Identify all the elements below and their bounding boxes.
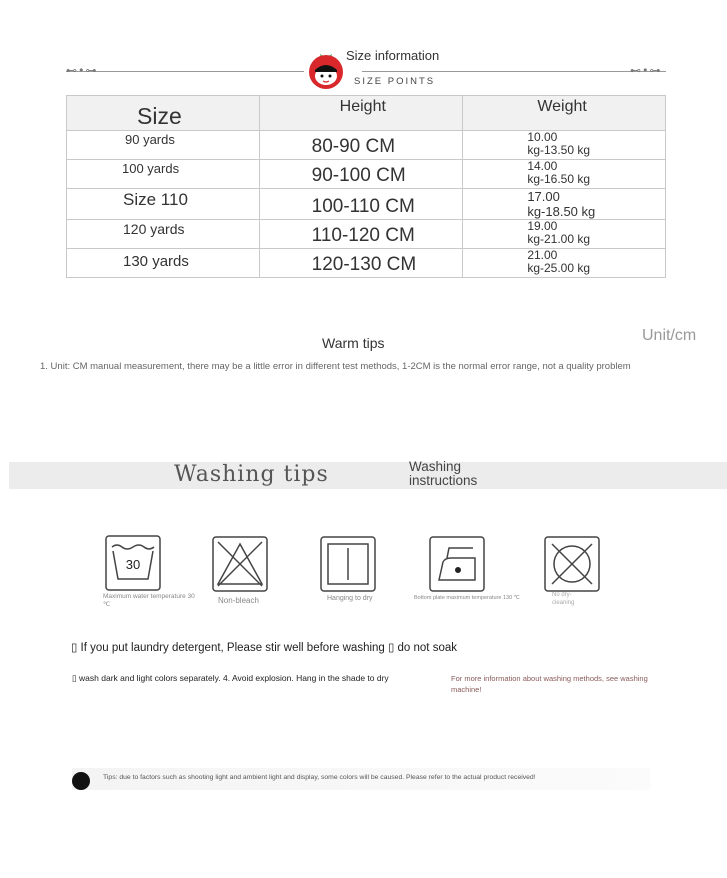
instruction-detergent: ▯ If you put laundry detergent, Please stir well before washing ▯ do not soak bbox=[71, 642, 457, 654]
weight-cell bbox=[463, 160, 666, 189]
weight-min: 10.00 bbox=[527, 130, 558, 144]
care-label: Hanging to dry bbox=[327, 595, 373, 602]
ornament-right-icon: ⊷•⊶ bbox=[630, 64, 662, 77]
care-label: Non-bleach bbox=[218, 596, 259, 605]
warm-tips-title: Warm tips bbox=[322, 335, 385, 351]
header-subtitle: SIZE POINTS bbox=[354, 76, 436, 87]
washing-title: Washing tips bbox=[174, 462, 329, 487]
height-cell: 120-130 CM bbox=[259, 249, 463, 278]
height-cell: 80-90 CM bbox=[259, 131, 463, 160]
measurement-note: 1. Unit: CM manual measurement, there may be a little error in different test methods, 1-2CM is the normal error range, not a quality problem bbox=[40, 361, 631, 372]
column-header-height: Height bbox=[259, 96, 463, 131]
size-cell: Size 110 bbox=[67, 189, 260, 220]
bullet-dot-icon bbox=[72, 772, 90, 790]
unit-label: Unit/cm bbox=[642, 327, 697, 344]
header-title: Size information bbox=[346, 48, 440, 63]
wash-temperature-number: 30 bbox=[125, 557, 141, 572]
column-header-weight: Weight bbox=[463, 96, 666, 131]
weight-cell bbox=[463, 220, 666, 249]
weight-min: 19.00 bbox=[527, 219, 558, 233]
table-row bbox=[67, 131, 666, 160]
weight-min: 14.00 bbox=[527, 159, 558, 173]
weight-max: kg-13.50 kg bbox=[527, 143, 591, 157]
height-cell: 100-110 CM bbox=[259, 189, 463, 220]
table-row bbox=[67, 160, 666, 189]
size-cell: 90 yards bbox=[67, 131, 260, 160]
column-header-size: Size bbox=[67, 96, 260, 131]
weight-min: 21.00 bbox=[527, 248, 558, 262]
size-table bbox=[66, 95, 666, 278]
instruction-separate: ▯ wash dark and light colors separately. 4. Avoid explosion. Hang in the shade to dry bbox=[72, 673, 389, 683]
no-dry-clean-icon bbox=[544, 536, 600, 592]
washing-banner bbox=[9, 459, 727, 489]
care-label: Bottom plate maximum temperature 130 ℃ bbox=[414, 595, 520, 601]
weight-cell bbox=[463, 131, 666, 160]
height-cell: 110-120 CM bbox=[259, 220, 463, 249]
table-row bbox=[67, 220, 666, 249]
header-divider-right bbox=[362, 71, 666, 72]
weight-max: kg-16.50 kg bbox=[527, 172, 591, 186]
hang-dry-icon bbox=[320, 536, 376, 592]
size-cell: 130 yards bbox=[67, 249, 260, 278]
size-cell: 100 yards bbox=[67, 160, 260, 189]
weight-min: 17.00 bbox=[527, 189, 560, 204]
weight-max: kg-25.00 kg bbox=[527, 261, 591, 275]
ornament-left-icon: ⊷•⊶ bbox=[66, 64, 98, 77]
weight-cell bbox=[463, 249, 666, 278]
no-bleach-icon bbox=[212, 536, 268, 592]
height-cell: 90-100 CM bbox=[259, 160, 463, 189]
weight-max: kg-18.50 kg bbox=[527, 204, 596, 219]
footer-tip: Tips: due to factors such as shooting light and ambient light and display, some colors will be caused. Please refer to the actual product received! bbox=[103, 774, 536, 781]
table-header-row bbox=[67, 96, 666, 131]
wash-30-icon bbox=[105, 535, 161, 591]
weight-max: kg-21.00 kg bbox=[527, 232, 591, 246]
more-info-note: For more information about washing methods, see washing machine! bbox=[451, 674, 648, 694]
washing-subtitle: Washing instructions bbox=[409, 459, 478, 488]
table-row bbox=[67, 249, 666, 278]
tomato-logo-icon bbox=[306, 50, 346, 90]
weight-cell bbox=[463, 189, 666, 220]
care-label: Maximum water temperature 30 ℃ bbox=[103, 593, 195, 608]
table-row bbox=[67, 189, 666, 220]
size-cell: 120 yards bbox=[67, 220, 260, 249]
iron-icon bbox=[429, 536, 485, 592]
care-label: No dry-cleaning bbox=[552, 592, 575, 606]
header-divider-left bbox=[66, 71, 304, 72]
